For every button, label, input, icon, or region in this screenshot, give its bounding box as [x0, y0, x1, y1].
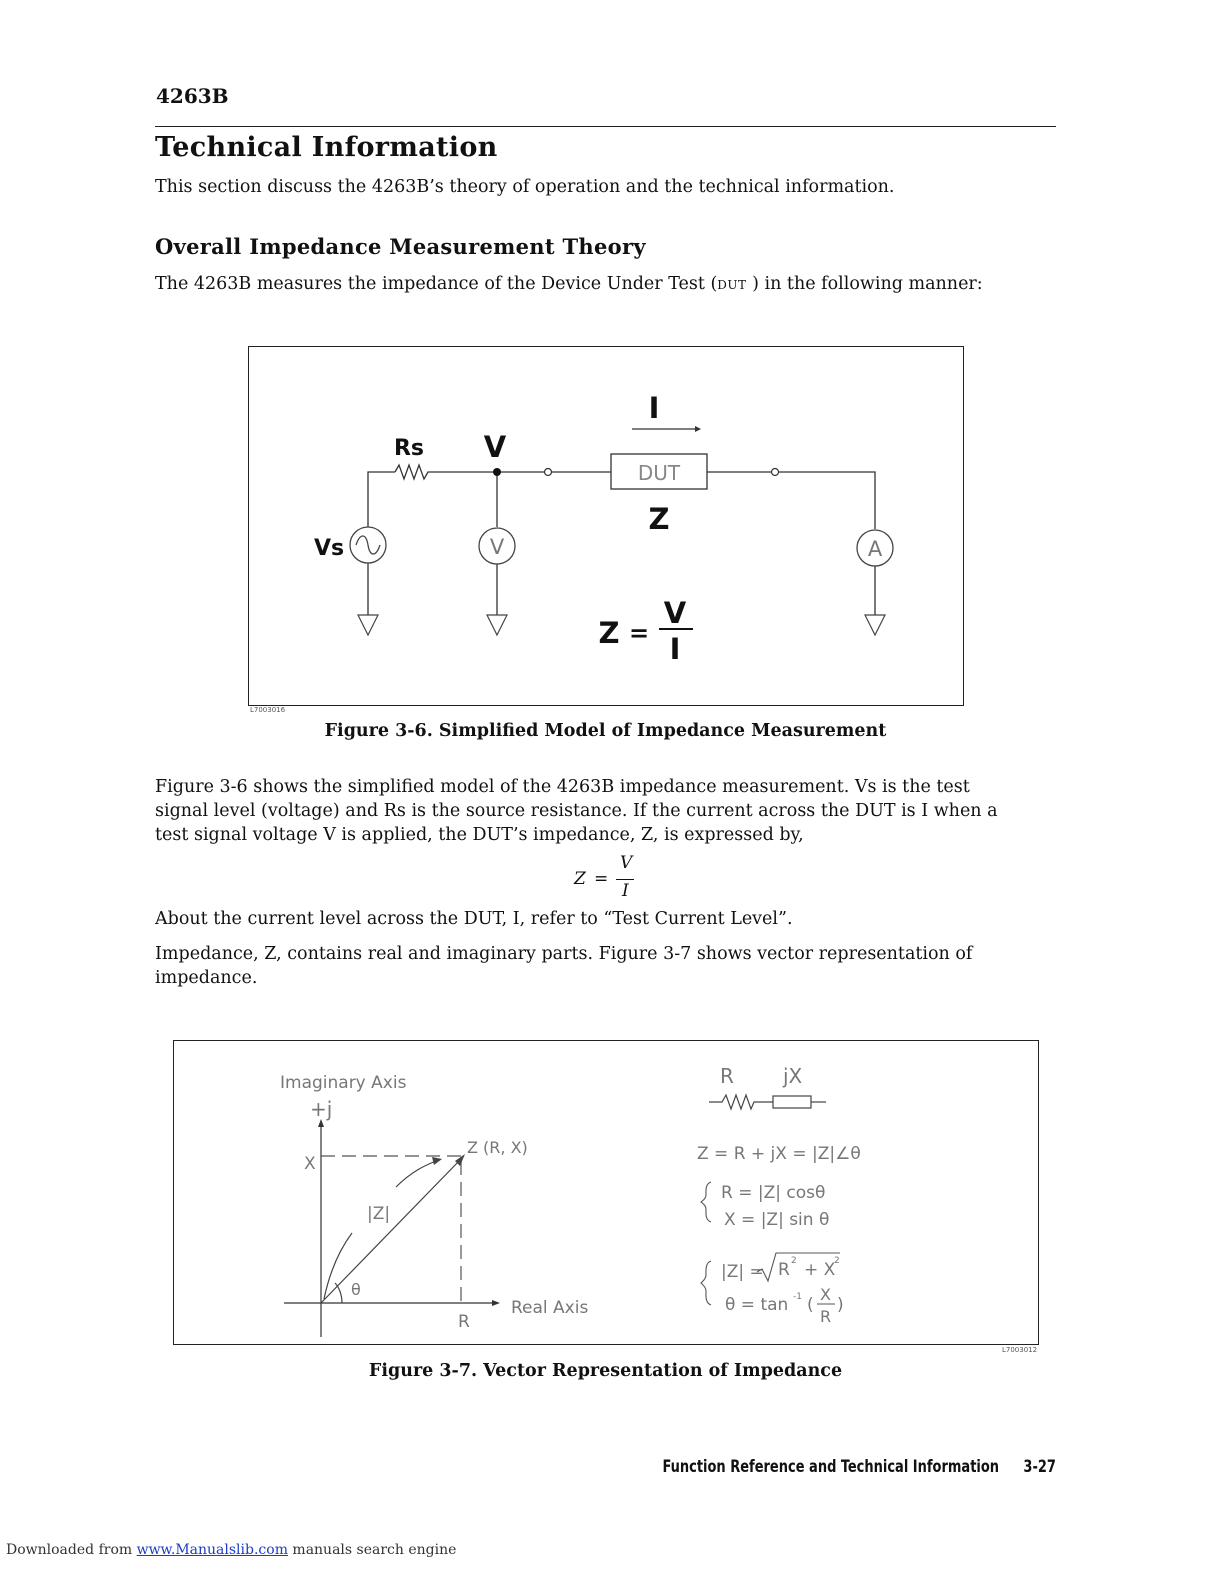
eq-denominator: I [669, 632, 681, 666]
equation-5-close: ) [837, 1295, 844, 1315]
impedance-vector [321, 1159, 461, 1303]
magnitude-arc-top [396, 1161, 436, 1187]
voltmeter-label: V [489, 535, 505, 559]
equation-fraction-bar [616, 879, 634, 880]
eq-z: Z [598, 616, 620, 650]
magnitude-arc-arrow [432, 1157, 442, 1165]
brace-1 [701, 1182, 711, 1222]
paragraph-1-line-1: Figure 3-6 shows the simplified model of the 4263B impedance measurement. Vs is the test [155, 777, 970, 797]
dut-label: DUT [637, 461, 681, 485]
z-point-label: Z (R, X) [467, 1138, 528, 1157]
label-i: I [648, 391, 660, 425]
figure-3-7 [173, 1040, 1039, 1345]
figure-3-6 [248, 346, 964, 706]
equation-equals: = [594, 869, 609, 889]
eq-equals: = [628, 619, 650, 647]
label-rs: Rs [393, 436, 425, 461]
paragraph-1-line-2: signal level (voltage) and Rs is the source resistance. If the current across the DUT is I when a [155, 801, 998, 821]
equation-2: R = |Z| cosθ [721, 1183, 826, 1203]
current-arrow-head [695, 426, 701, 432]
magnitude-arc [324, 1233, 352, 1299]
series-r-label: R [720, 1064, 734, 1088]
paragraph-2: About the current level across the DUT, I, refer to “Test Current Level”. [155, 909, 793, 929]
page-number: 3-27 [1023, 1457, 1056, 1477]
download-suffix: manuals search engine [287, 1542, 457, 1558]
equation-4-sup2: 2 [834, 1256, 840, 1266]
series-jx-label: jX [783, 1064, 803, 1088]
label-vs: Vs [313, 536, 345, 561]
brace-2 [701, 1261, 711, 1305]
figure-3-6-caption: Figure 3-6. Simplified Model of Impedance Measurement [324, 721, 887, 741]
equation-4-plus: + X [804, 1260, 836, 1280]
ground-icon [487, 615, 507, 635]
equation-5-sup: -1 [793, 1292, 802, 1302]
section-intro: This section discuss the 4263B’s theory of operation and the technical information. [155, 177, 895, 197]
resistor-rs [395, 465, 431, 479]
subsection-intro [155, 272, 1045, 297]
footer-text: Function Reference and Technical Information [662, 1457, 1000, 1477]
theta-arc [335, 1283, 342, 1303]
equation-4-lhs: |Z| = [721, 1262, 764, 1282]
series-resistor [709, 1095, 773, 1109]
ground-icon [358, 615, 378, 635]
paragraph-3-line-1: Impedance, Z, contains real and imaginary parts. Figure 3-7 shows vector representation of [155, 944, 973, 964]
header-rule [155, 126, 1056, 127]
download-notice [6, 1542, 456, 1558]
manualslib-link[interactable]: www.Manualslib.com [136, 1542, 288, 1558]
equation-4-r: R [778, 1260, 790, 1280]
equation-5-open: ( [807, 1295, 814, 1315]
circuit-wires [368, 472, 875, 615]
ammeter-label: A [867, 537, 883, 561]
intro-text-after: ) in the following manner: [746, 274, 983, 294]
subsection-title: Overall Impedance Measurement Theory [155, 234, 646, 259]
label-z: Z [648, 502, 670, 536]
vector-diagram [174, 1041, 1038, 1344]
equation-4-sup: 2 [791, 1256, 797, 1266]
theta-label: θ [351, 1280, 361, 1299]
equation-5-num: X [820, 1285, 831, 1304]
page-footer [662, 1457, 1056, 1477]
intro-text-before: The 4263B measures the impedance of the Device Under Test ( [155, 274, 718, 294]
node-dot [493, 468, 501, 476]
real-axis-arrow [492, 1300, 500, 1306]
section-title: Technical Information [155, 132, 498, 163]
figure-3-7-caption: Figure 3-7. Vector Representation of Impedance [368, 1361, 843, 1381]
label-v: V [483, 430, 507, 464]
r-label: R [458, 1312, 470, 1332]
equation-1: Z = R + jX = |Z|∠θ [697, 1144, 861, 1164]
eq-numerator: V [663, 596, 687, 630]
plus-j-label: +j [310, 1097, 333, 1121]
equation-3: X = |Z| sin θ [724, 1210, 830, 1230]
paragraph-1-line-3: test signal voltage V is applied, the DUT’s impedance, Z, is expressed by, [155, 825, 804, 845]
real-axis-label: Real Axis [511, 1298, 589, 1318]
equation-denominator: I [622, 881, 629, 901]
imaginary-axis-label: Imaginary Axis [280, 1073, 407, 1093]
equation-5-lhs: θ = tan [725, 1295, 789, 1315]
terminal-right [772, 469, 779, 476]
terminal-left [545, 469, 552, 476]
equation-5-den: R [820, 1307, 832, 1326]
equation-lhs: Z [574, 869, 586, 889]
impedance-model-diagram [249, 347, 963, 705]
figure-3-6-code: L7003016 [250, 706, 286, 714]
intro-dut: DUT [717, 278, 747, 292]
paragraph-1 [155, 775, 1045, 847]
paragraph-3-line-2: impedance. [155, 968, 258, 988]
abs-z-label: |Z| [367, 1204, 391, 1224]
figure-3-7-code: L7003012 [1002, 1346, 1038, 1354]
paragraph-3 [155, 942, 1045, 990]
download-prefix: Downloaded from [6, 1542, 137, 1558]
series-reactance-box [773, 1096, 811, 1108]
ground-icon [865, 615, 885, 635]
document-model: 4263B [156, 84, 229, 108]
ground-icons [358, 615, 885, 635]
equation-numerator: V [620, 853, 633, 873]
x-label: X [304, 1154, 316, 1174]
